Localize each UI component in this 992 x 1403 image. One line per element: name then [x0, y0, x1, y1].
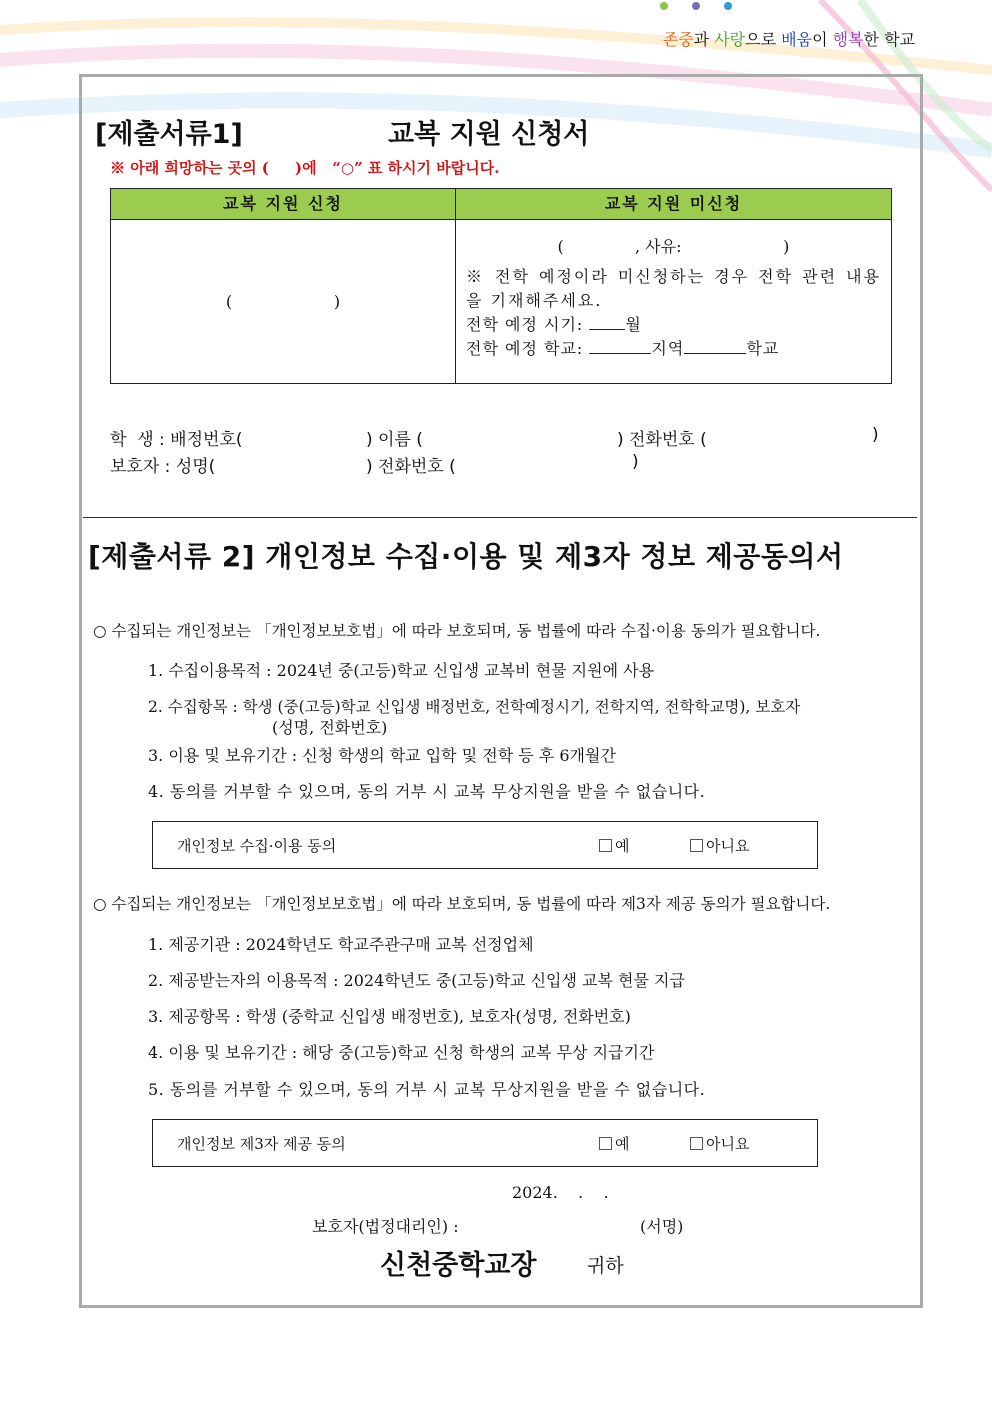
dot-icon [724, 2, 732, 10]
yes-label: 예 [615, 1135, 630, 1153]
transfer-region-label: 지역 [651, 339, 685, 358]
section1-intro: ○ 수집되는 개인정보는 「개인정보보호법」에 따라 보호되며, 동 법률에 따라 수집·이용 동의가 필요합니다. [93, 622, 821, 640]
motto-part: 한 학교 [863, 30, 915, 49]
section1-item: 2. 수집항목 : 학생 (중(고등)학교 신입생 배정번호, 전학예정시기, 전학지역, 전학학교명), 보호자 [148, 698, 801, 716]
motto-part: 과 [693, 30, 715, 49]
section1-item: 4. 동의를 거부할 수 있으며, 동의 거부 시 교복 무상지원을 받을 수 없습니다. [148, 782, 706, 801]
transfer-note: ※ 전학 예정이라 미신청하는 경우 전학 관련 내용을 기재해주세요. [466, 267, 881, 310]
student-prefix: 학 생 : 배정번호( [110, 430, 243, 450]
transfer-school-row [466, 337, 881, 361]
no-label: 아니요 [706, 1135, 750, 1153]
not-apply-cell[interactable] [456, 220, 892, 384]
guardian-sign-label: 보호자(법정대리인) : [312, 1217, 459, 1236]
guardian-phone-end: ) [632, 452, 639, 472]
consent2-yes[interactable] [599, 1133, 630, 1154]
motto-part: 으로 [745, 30, 782, 49]
consent2-no[interactable] [690, 1133, 749, 1154]
form1-label: [제출서류1] [95, 119, 243, 150]
section1-item-cont: (성명, 전화번호) [272, 718, 388, 737]
student-row [110, 425, 243, 450]
consent1-box [152, 821, 818, 869]
form1-instruction: ※ 아래 희망하는 곳의 ( )에 “○” 표 하시기 바랍니다. [110, 159, 500, 177]
no-label: 아니요 [706, 837, 750, 855]
sign-placeholder[interactable]: (서명) [640, 1217, 684, 1236]
reason-line: ( , 사유: ) [557, 237, 790, 256]
consent1-label: 개인정보 수집·이용 동의 [177, 837, 337, 855]
cut-line [83, 517, 917, 518]
consent2-label: 개인정보 제3자 제공 동의 [177, 1135, 346, 1153]
section1-item: 1. 수집이용목적 : 2024년 중(고등)학교 신입생 교복비 현물 지원에 사용 [148, 661, 655, 680]
section2-item: 3. 제공항목 : 학생 (중학교 신입생 배정번호), 보호자(성명, 전화번호) [148, 1007, 631, 1026]
section2-item: 2. 제공받는자의 이용목적 : 2024학년도 중(고등)학교 신입생 교복 현물 지급 [148, 971, 685, 990]
student-name-label: ) 이름 ( [366, 430, 423, 450]
consent1-yes[interactable] [599, 835, 630, 856]
consent2-box [152, 1119, 818, 1167]
transfer-time-blank[interactable] [589, 329, 625, 330]
checkbox-icon[interactable] [690, 1137, 703, 1150]
col-not-apply-header: 교복 지원 미신청 [456, 189, 892, 220]
transfer-time-row [466, 313, 881, 337]
dot-icon [692, 2, 700, 10]
form1-title: 교복 지원 신청서 [388, 119, 590, 150]
student-phone-label: ) 전화번호 ( [617, 430, 707, 450]
motto-part: 이 [812, 30, 833, 49]
principal-name: 신천중학교장 [380, 1250, 537, 1281]
section2-item: 1. 제공기관 : 2024학년도 학교주관구매 교복 선정업체 [148, 935, 534, 954]
checkbox-icon[interactable] [599, 1137, 612, 1150]
dot-icon [660, 2, 668, 10]
motto-part: 행복 [832, 30, 864, 49]
transfer-school-label: 전학 예정 학교: [466, 339, 590, 358]
motto-part: 사랑 [714, 30, 746, 49]
addressee-suffix: 귀하 [587, 1255, 624, 1277]
apply-blank: ( ) [225, 292, 341, 311]
application-table [110, 188, 892, 384]
section2-item: 4. 이용 및 보유기간 : 해당 중(고등)학교 신청 학생의 교복 무상 지급기간 [148, 1043, 655, 1062]
date-line: 2024. . . [512, 1183, 609, 1202]
transfer-time-suffix: 월 [625, 315, 642, 334]
student-phone-end: ) [872, 425, 879, 445]
section2-intro: ○ 수집되는 개인정보는 「개인정보보호법」에 따라 보호되며, 동 법률에 따라 제3자 제공 동의가 필요합니다. [93, 895, 831, 913]
transfer-school-suffix: 학교 [746, 339, 780, 358]
checkbox-icon[interactable] [690, 839, 703, 852]
apply-cell[interactable] [111, 220, 456, 384]
transfer-school-blank[interactable] [684, 353, 746, 354]
consent1-no[interactable] [690, 835, 749, 856]
transfer-region-blank[interactable] [589, 353, 651, 354]
guardian-prefix: 보호자 : 성명( [110, 457, 216, 477]
yes-label: 예 [615, 837, 630, 855]
col-apply-header: 교복 지원 신청 [111, 189, 456, 220]
section2-item: 5. 동의를 거부할 수 있으며, 동의 거부 시 교복 무상지원을 받을 수 없습니다. [148, 1080, 706, 1099]
form2-title: [제출서류 2] 개인정보 수집·이용 및 제3자 정보 제공동의서 [88, 540, 844, 573]
motto-part: 존중 [662, 30, 694, 49]
transfer-time-label: 전학 예정 시기: [466, 315, 590, 334]
school-motto [663, 27, 915, 50]
checkbox-icon[interactable] [599, 839, 612, 852]
section1-item: 3. 이용 및 보유기간 : 신청 학생의 학교 입학 및 전학 등 후 6개월간 [148, 746, 616, 765]
guardian-phone-label: ) 전화번호 ( [366, 457, 456, 477]
motto-part: 배움 [781, 30, 813, 49]
